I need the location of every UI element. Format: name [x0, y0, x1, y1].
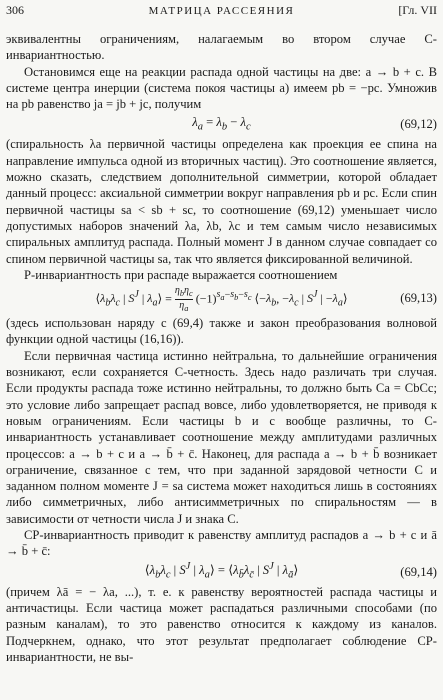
paragraph-4: P-инвариантность при распаде выражается соотношением	[24, 267, 338, 282]
running-header	[6, 3, 437, 31]
equation-69-12	[6, 113, 437, 135]
equation-label: (69,12)	[400, 117, 437, 132]
paragraph-1: эквивалентны ограничениям, налагаемым во втором случае C-инвариантностью.	[6, 32, 437, 63]
chapter-label: [Гл. VII	[398, 3, 437, 17]
paragraph-6: Если первичная частица истинно нейтральна, то дальнейшие ограничения возникают, если сохраняется C-четность. Здесь надо различать три случая. Если продукты распада тоже истинно нейтральны, то должно быть Ca = CbCc; это условие либо запрещает распад вовсе, либо удовлетворяется, не приводя к новым ограничениям. Если частицы b и c вообще различны, то C-инвариантность устанавливает соотношение между амплитудами различных процессов: a → b + c и a → b̄ + c̄. Наконец, для распада a → b + b̄ возникает ограничение, связанное с тем, что при заданной зарядовой четности C и заданном полном моменте J = sa система может находиться лишь в состояниях либо симметричных, либо антисимметричных по спиральностям — в зависимости от четности числа J и знака C.	[6, 348, 437, 526]
equation-body: $⟨\lambda_b\lambda_c$ | $S^J$ | $\lambda_a⟩$ = $⟨\lambda_{b̄}\lambda_{c̄}$ | $S^J$ | $\lambda_ā⟩$	[144, 561, 299, 581]
equation-label: (69,14)	[400, 564, 437, 579]
paragraph-2: Остановимся еще на реакции распада одной частицы на две: a → b + c. В системе центра инерции (система покоя частицы a) имеем pb = −pc. Умножив на pb равенство ja = jb + jc, получим	[6, 64, 437, 112]
paragraph-7: CP-инвариантность приводит к равенству амплитуд распадов a → b + c и ā → b̄ + c̄:	[6, 528, 437, 559]
paragraph-8: (причем λā = − λa, ...), т. е. к равенству вероятностей распада частицы и античастицы. Если частица может распадаться различными способами (по разным каналам), то это равенство относится к каждому из каналов. Подчеркнем, однако, что этот результат предполагает соблюдение CP-инвариантности, не вы-	[6, 584, 437, 664]
paragraph-5: (здесь использован наряду с (69,4) также и закон преобразования волновой функции одной частицы (16,16)).	[6, 316, 437, 347]
paragraph-3: (спиральность λa первичной частицы определена как проекция ее спина на направление импульса одной из вторичных частиц). Это соотношение является, можно сказать, следствием дополнительной симметрии, которой обладает данный процесс: аксиальной симметрии вокруг направления pb и pc. Если спин первичной частицы sa < sb + sc, то соотношение (69,12) уменьшает число допустимых наборов значений λa, λb, λc и тем самым число независимых спиральных амплитуд распада. Полный момент J в данном случае совпадает со спином первичной частицы sa, так что является фиксированной величиной.	[6, 137, 437, 266]
equation-69-13	[6, 284, 437, 314]
running-title: МАТРИЦА РАССЕЯНИЯ	[148, 5, 295, 17]
equation-body: $\lambda_a = \lambda_b - \lambda_c$	[192, 114, 251, 133]
equation-body: $⟨\lambda_b\lambda_c$ | $S^J$ | $\lambda_a⟩$ = $\eta_b\eta_c$ $\eta_a$ $(-1)^{s_a-s_b-s_c}$ $⟨-\lambda_b$, $-\lambda_c$ | $S^J$ | $-\lambda_a⟩$	[95, 284, 348, 313]
equation-label: (69,13)	[400, 291, 437, 306]
page-number: 306	[6, 3, 24, 17]
page-body	[6, 31, 437, 665]
equation-69-14	[6, 561, 437, 583]
